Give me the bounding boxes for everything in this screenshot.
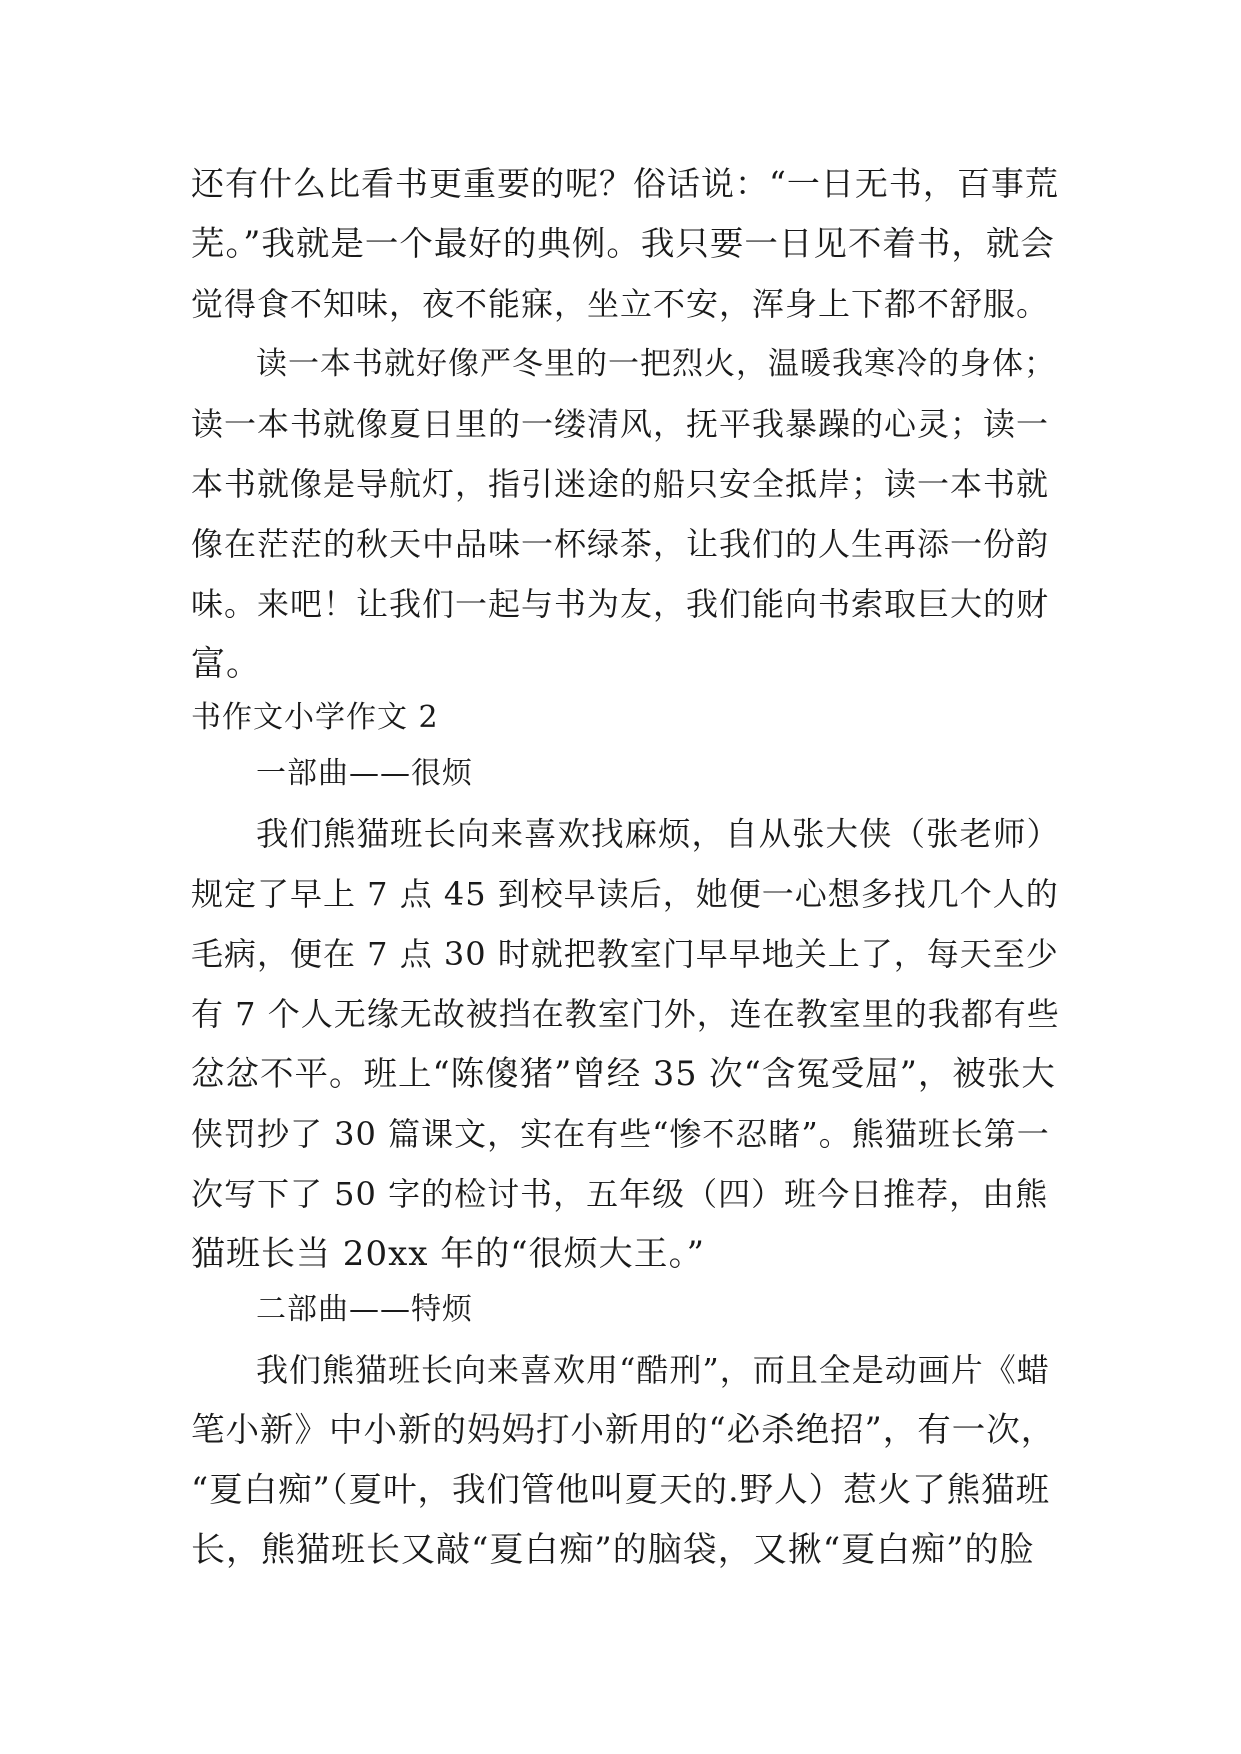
- text-line: 我们熊猫班长向来喜欢用“酷刑”，而且全是动画片《蜡: [256, 1351, 1050, 1389]
- text-line: 毛病，便在 7 点 30 时就把教室门早早地关上了，每天至少: [191, 935, 1059, 973]
- text-line: 我们熊猫班长向来喜欢找麻烦，自从张大侠（张老师）: [256, 815, 1061, 853]
- text-line: 读一本书就好像严冬里的一把烈火，温暖我寒冷的身体；: [256, 346, 1056, 382]
- subheading: 一部曲——很烦: [256, 756, 473, 791]
- text-line: “夏白痴”（夏叶，我们管他叫夏天的.野人）惹火了熊猫班: [191, 1470, 1051, 1509]
- text-line: 味。来吧！让我们一起与书为友，我们能向书索取巨大的财: [191, 585, 1050, 623]
- text-line: 侠罚抄了 30 篇课文，实在有些“惨不忍睹”。熊猫班长第一: [191, 1115, 1050, 1153]
- text-line: 规定了早上 7 点 45 到校早读后，她便一心想多找几个人的: [191, 875, 1059, 913]
- text-line: 读一本书就像夏日里的一缕清风，抚平我暴躁的心灵；读一: [191, 405, 1050, 443]
- text-line: 本书就像是导航灯，指引迷途的船只安全抵岸；读一本书就: [191, 465, 1050, 503]
- text-line: 有 7 个人无缘无故被挡在教室门外，连在教室里的我都有些: [191, 995, 1060, 1033]
- text-line: 像在茫茫的秋天中品味一杯绿茶，让我们的人生再添一份韵: [191, 525, 1050, 563]
- text-line: 次写下了 50 字的检讨书，五年级（四）班今日推荐，由熊: [191, 1175, 1049, 1213]
- text-line: 富。: [191, 644, 261, 684]
- section-heading: 书作文小学作文 2: [191, 700, 439, 735]
- text-line: 觉得食不知味，夜不能寐，坐立不安，浑身上下都不舒服。: [191, 285, 1050, 323]
- text-line: 忿忿不平。班上“陈傻猪”曾经 35 次“含冤受屈”，被张大: [191, 1054, 1056, 1093]
- text-line: 笔小新》中小新的妈妈打小新用的“必杀绝招”，有一次，: [191, 1410, 1056, 1449]
- text-line: 猫班长当 20xx 年的“很烦大王。”: [191, 1234, 705, 1274]
- text-line: 芜。”我就是一个最好的典例。我只要一日见不着书，就会: [191, 224, 1055, 263]
- text-line: 还有什么比看书更重要的呢？俗话说：“一日无书，百事荒: [191, 164, 1059, 203]
- subheading: 二部曲——特烦: [256, 1292, 473, 1327]
- text-line: 长，熊猫班长又敲“夏白痴”的脑袋，又揪“夏白痴”的脸: [191, 1530, 1035, 1570]
